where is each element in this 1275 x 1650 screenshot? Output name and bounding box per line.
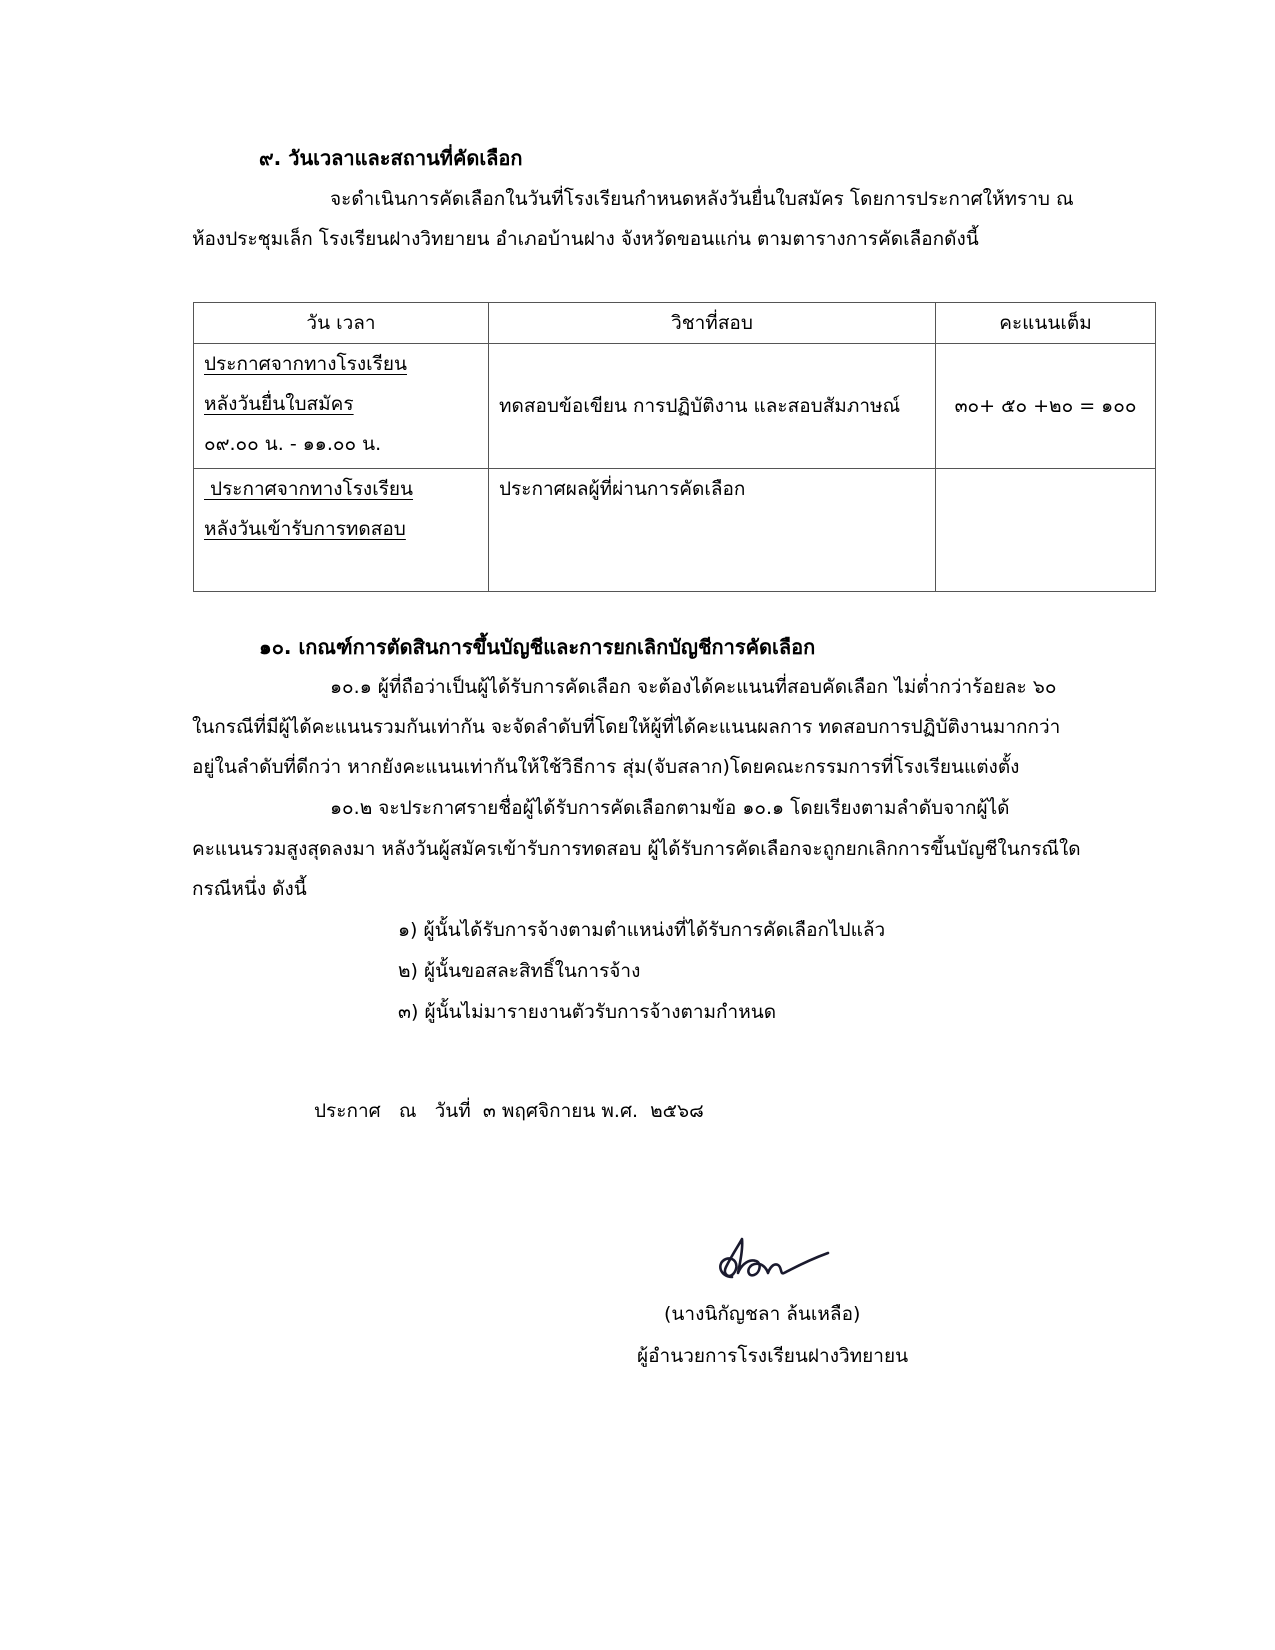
- section10-2-line2: คะแนนรวมสูงสุดลงมา หลังวันผู้สมัครเข้ารับการทดสอบ ผู้ได้รับการคัดเลือกจะถูกยกเลิกการขึ้นบัญชีในกรณีใด: [192, 838, 1081, 860]
- section10-2-line3: กรณีหนึ่ง ดังนี้: [192, 878, 307, 900]
- row1-date-cell: [194, 344, 489, 469]
- row2-date-line1: ประกาศจากทางโรงเรียน: [204, 478, 414, 500]
- row1-time: ๐๙.๐๐ น. - ๑๑.๐๐ น.: [204, 433, 382, 455]
- section9-heading: ๙. วันเวลาและสถานที่คัดเลือก: [259, 146, 523, 170]
- signer-name: (นางนิกัญชลา ล้นเหลือ): [664, 1303, 861, 1325]
- table-row: [194, 469, 1156, 592]
- row1-score: ๓๐+ ๕๐ +๒๐ = ๑๐๐: [936, 344, 1156, 469]
- row1-date-line1: ประกาศจากทางโรงเรียน: [204, 353, 407, 375]
- row2-date-line2: หลังวันเข้ารับการทดสอบ: [204, 518, 406, 540]
- header-date-time: วัน เวลา: [194, 303, 489, 344]
- section10-1-line3: อยู่ในลำดับที่ดีกว่า หากยังคะแนนเท่ากันให้ใช้วิธีการ สุ่ม(จับสลาก)โดยคณะกรรมการที่โรงเรียนแต่งตั้ง: [192, 756, 1020, 778]
- table-row: [194, 344, 1156, 469]
- signature-image: [710, 1233, 840, 1295]
- section10-1-line2: ในกรณีที่มีผู้ได้คะแนนรวมกันเท่ากัน จะจัดลำดับที่โดยให้ผู้ที่ได้คะแนนผลการ ทดสอบการปฏิบัติงานมากกว่า: [192, 716, 1061, 738]
- list-item: ๒) ผู้นั้นขอสละสิทธิ์ในการจ้าง: [398, 960, 641, 982]
- row2-subject: ประกาศผลผู้ที่ผ่านการคัดเลือก: [489, 469, 936, 592]
- row1-subject: ทดสอบข้อเขียน การปฏิบัติงาน และสอบสัมภาษณ์: [489, 344, 936, 469]
- row2-date-cell: [194, 469, 489, 592]
- row2-score: [936, 469, 1156, 592]
- header-full-score: คะแนนเต็ม: [936, 303, 1156, 344]
- section10-heading: ๑๐. เกณฑ์การตัดสินการขึ้นบัญชีและการยกเลิกบัญชีการคัดเลือก: [259, 635, 816, 659]
- list-item: ๑) ผู้นั้นได้รับการจ้างตามตำแหน่งที่ได้รับการคัดเลือกไปแล้ว: [398, 919, 886, 941]
- announce-date: ประกาศ ณ วันที่ ๓ พฤศจิกายน พ.ศ. ๒๕๖๘: [314, 1100, 704, 1122]
- table-header-row: [194, 303, 1156, 344]
- section9-paragraph-line1: จะดำเนินการคัดเลือกในวันที่โรงเรียนกำหนดหลังวันยื่นใบสมัคร โดยการประกาศให้ทราบ ณ: [330, 188, 1074, 210]
- header-subject: วิชาที่สอบ: [489, 303, 936, 344]
- list-item: ๓) ผู้นั้นไม่มารายงานตัวรับการจ้างตามกำหนด: [398, 1001, 777, 1023]
- row1-date-line2: หลังวันยื่นใบสมัคร: [204, 393, 354, 415]
- section10-1-line1: ๑๐.๑ ผู้ที่ถือว่าเป็นผู้ได้รับการคัดเลือก จะต้องได้คะแนนที่สอบคัดเลือก ไม่ต่ำกว่าร้อยละ ๖๐: [330, 676, 1057, 698]
- signer-title: ผู้อำนวยการโรงเรียนฝางวิทยายน: [637, 1345, 909, 1367]
- section10-2-line1: ๑๐.๒ จะประกาศรายชื่อผู้ได้รับการคัดเลือกตามข้อ ๑๐.๑ โดยเรียงตามลำดับจากผู้ได้: [330, 797, 1010, 819]
- section9-paragraph-line2: ห้องประชุมเล็ก โรงเรียนฝางวิทยายน อำเภอบ้านฝาง จังหวัดขอนแก่น ตามตารางการคัดเลือกดังนี้: [192, 228, 979, 250]
- selection-schedule-table: [193, 302, 1156, 592]
